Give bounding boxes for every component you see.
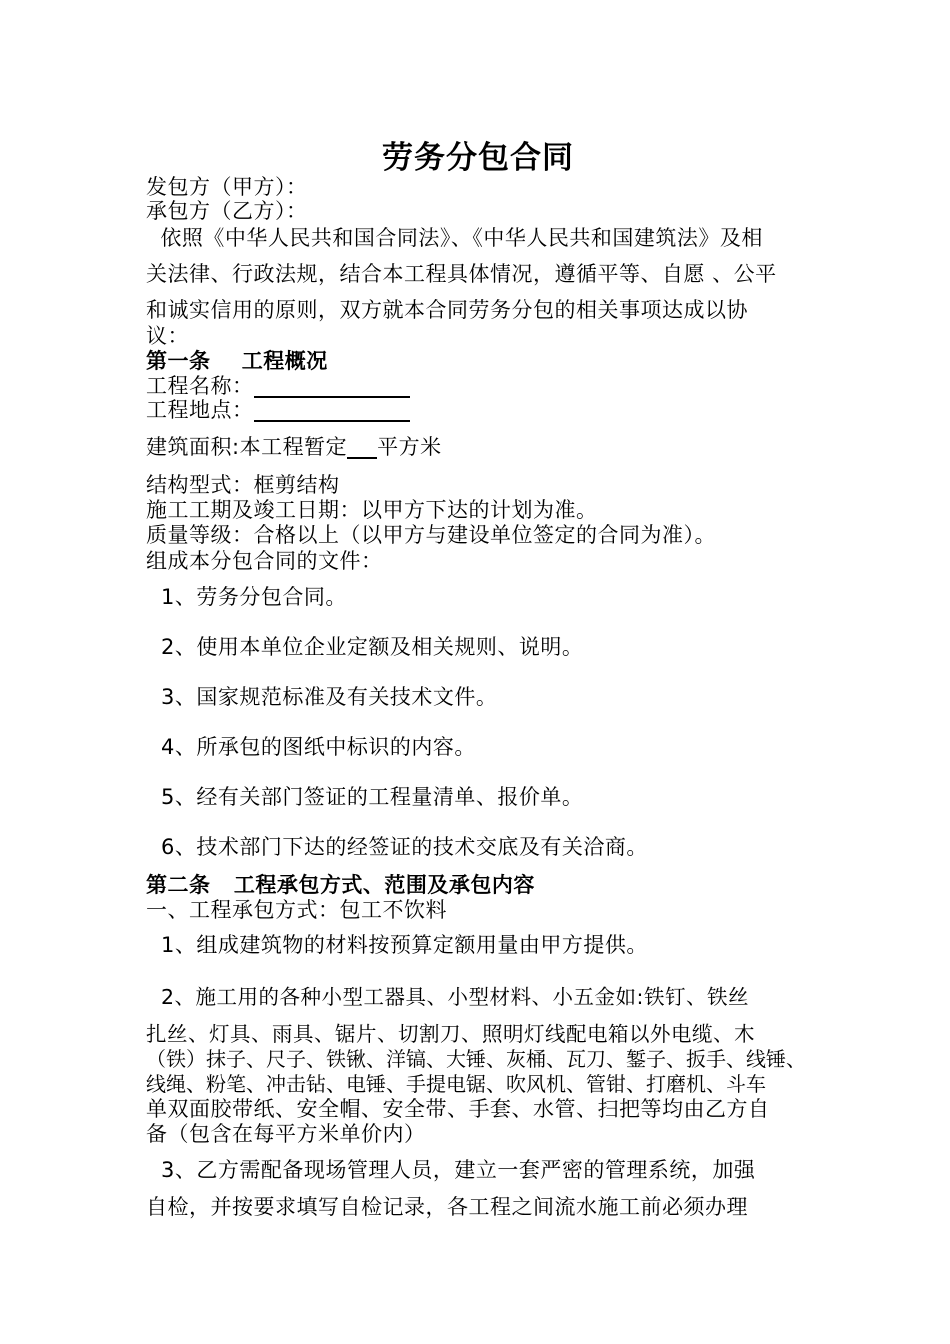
- document-item-6: 6、技术部门下达的经签证的技术交底及有关洽商。: [161, 835, 648, 859]
- scope-item-2-line-4: 线绳、粉笔、冲击钻、电锤、手提电锯、吹风机、管钳、打磨机、斗车: [146, 1072, 766, 1096]
- project-location-label: 工程地点：: [146, 398, 254, 422]
- project-name-label: 工程名称：: [146, 374, 254, 398]
- scope-item-3-line-1: 3、乙方需配备现场管理人员，建立一套严密的管理系统，加强: [161, 1158, 756, 1182]
- construction-schedule: 施工工期及竣工日期：以甲方下达的计划为准。: [146, 498, 598, 522]
- scope-item-1: 1、组成建筑物的材料按预算定额用量由甲方提供。: [161, 933, 648, 957]
- intro-line-3: 和诚实信用的原则，双方就本合同劳务分包的相关事项达成以协: [146, 298, 748, 322]
- intro-line-2: 关法律、行政法规，结合本工程具体情况，遵循平等、自愿 、公平: [146, 262, 777, 286]
- scope-item-2-line-1: 2、施工用的各种小型工器具、小型材料、小五金如:铁钉、铁丝: [161, 985, 749, 1009]
- party-b-label: 承包方（乙方）：: [146, 199, 308, 223]
- scope-item-3-line-2: 自检，并按要求填写自检记录，各工程之间流水施工前必须办理: [146, 1195, 748, 1219]
- document-item-5: 5、经有关部门签证的工程量清单、报价单。: [161, 785, 584, 809]
- scope-item-2-line-2: 扎丝、灯具、雨具、锯片、切割刀、照明灯线配电箱以外电缆、木: [146, 1022, 755, 1046]
- document-item-2: 2、使用本单位企业定额及相关规则、说明。: [161, 635, 584, 659]
- article-1-heading: 第一条 工程概况: [146, 349, 328, 373]
- project-name-blank: [254, 374, 410, 398]
- building-area-blank: [347, 435, 377, 459]
- document-item-4: 4、所承包的图纸中标识的内容。: [161, 735, 476, 759]
- documents-label: 组成本分包合同的文件：: [146, 549, 383, 573]
- intro-line-4: 议：: [146, 324, 189, 348]
- building-area-row: [146, 435, 442, 459]
- document-title: 劳务分包合同: [382, 140, 574, 176]
- building-area-suffix: 平方米: [377, 435, 442, 459]
- quality-grade: 质量等级：合格以上（以甲方与建设单位签定的合同为准）。: [146, 523, 716, 547]
- document-item-1: 1、劳务分包合同。: [161, 585, 347, 609]
- project-name-row: [146, 374, 410, 398]
- document-item-3: 3、国家规范标准及有关技术文件。: [161, 685, 498, 709]
- scope-item-2-line-5: 单双面胶带纸、安全帽、安全带、手套、水管、扫把等均由乙方自: [146, 1097, 770, 1121]
- building-area-prefix: 建筑面积:本工程暂定: [146, 435, 348, 459]
- document-page: [146, 0, 810, 1344]
- intro-line-1: 依照《中华人民共和国合同法》、《中华人民共和国建筑法》及相: [146, 226, 763, 250]
- scope-item-2-line-3: （铁）抹子、尺子、铁锹、洋镐、大锤、灰桶、瓦刀、錾子、扳手、线锤、: [146, 1047, 806, 1071]
- project-location-blank: [254, 398, 410, 422]
- contract-method: 一、工程承包方式：包工不饮料: [146, 898, 447, 922]
- project-location-row: [146, 398, 410, 422]
- scope-item-2-line-6: 备（包含在每平方米单价内）: [146, 1122, 426, 1146]
- structure-type: 结构型式：框剪结构: [146, 473, 340, 497]
- party-a-label: 发包方（甲方）：: [146, 175, 308, 199]
- article-2-heading: 第二条 工程承包方式、范围及承包内容: [146, 873, 535, 897]
